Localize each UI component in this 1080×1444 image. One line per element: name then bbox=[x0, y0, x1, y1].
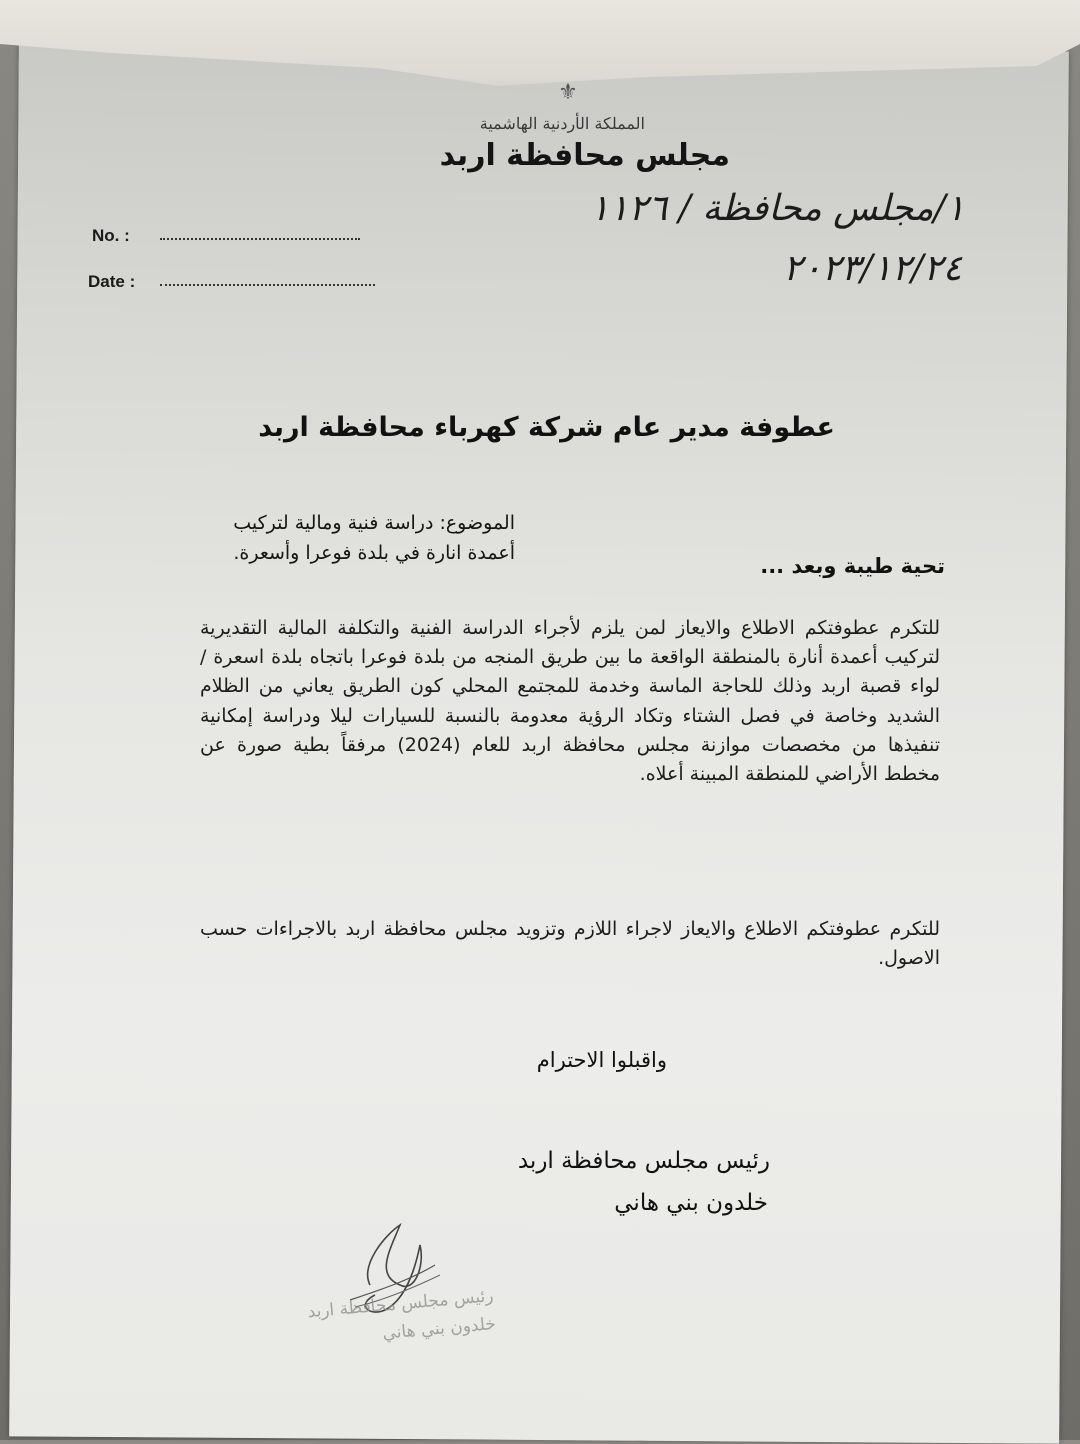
handwritten-date: ٢٠٢٣/١٢/٢٤ bbox=[783, 248, 962, 289]
subject-block bbox=[233, 508, 515, 568]
no-label: No. : bbox=[92, 226, 130, 245]
date-line bbox=[160, 284, 375, 286]
closing-line: واقبلوا الاحترام bbox=[536, 1048, 667, 1072]
council-title: مجلس محافظة اربد bbox=[439, 138, 730, 173]
stamp-line-2: خلدون بني هاني bbox=[381, 1313, 497, 1344]
signatory-name: خلدون بني هاني bbox=[614, 1190, 768, 1216]
subject-line-1: الموضوع: دراسة فنية ومالية لتركيب bbox=[233, 512, 515, 534]
greeting: تحية طيبة وبعد ... bbox=[760, 554, 945, 578]
no-line bbox=[160, 238, 360, 240]
subject-line-2: أعمدة انارة في بلدة فوعرا وأسعرة. bbox=[233, 542, 515, 564]
crest-icon: ⚜ bbox=[558, 80, 578, 105]
handwritten-reference-number: ١/مجلس محافظة / ١١٢٦ bbox=[589, 188, 965, 229]
signatory-title: رئيس مجلس محافظة اربد bbox=[517, 1148, 770, 1174]
kingdom-header: المملكة الأردنية الهاشمية bbox=[479, 114, 645, 133]
body-paragraph-1: للتكرم عطوفتكم الاطلاع والايعاز لمن يلزم لأجراء الدراسة الفنية والتكلفة المالية التقديرية لتركيب أعمدة أنارة بالمنطقة الواقعة ما بين طريق المنجه من بلدة فوعرا باتجاه بلدة اسعرة / لواء قصبة اربد وذلك للحاجة الماسة وخدمة للمجتمع المحلي كون الطريق يعاني من الظلام الشديد وخاصة في فصل الشتاء وتكاد الرؤية معدومة بالنسبة للسيارات ليلا ودراسة إمكانية تنفيذها من مخصصات موازنة مجلس محافظة اربد للعام (2024) مرفقاً بطية صورة عن مخطط الأراضي للمنطقة المبينة أعلاه. bbox=[200, 617, 940, 786]
recipient-line: عطوفة مدير عام شركة كهرباء محافظة اربد bbox=[258, 412, 835, 443]
date-label: Date : bbox=[88, 272, 136, 291]
stamp-line-1: رئيس مجلس محافظة اربد bbox=[306, 1286, 495, 1323]
body-paragraph-2: للتكرم عطوفتكم الاطلاع والايعاز لاجراء اللازم وتزويد مجلس محافظة اربد بالاجراءات حسب الاصول. bbox=[200, 918, 940, 969]
